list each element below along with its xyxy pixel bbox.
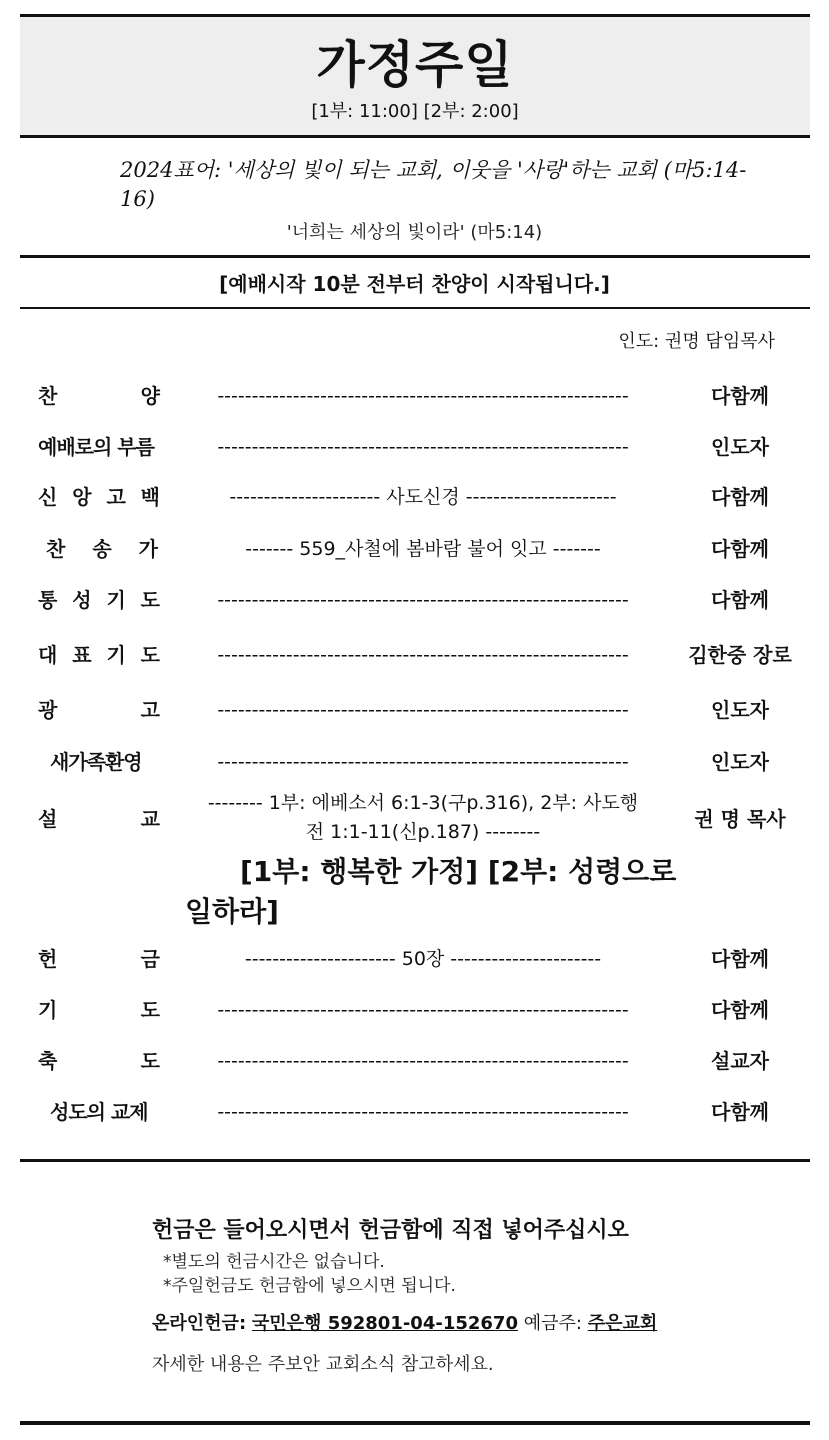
sermon-title: [1부: 행복한 가정] [2부: 성령으로 일하라] [185,855,677,928]
order-detail: ------- 559_사철에 봄바람 불어 잇고 ------- [245,538,601,560]
label-char: 도 [140,643,160,667]
order-label [38,995,160,1025]
label-char: 표 [72,643,92,667]
bottom-rule [20,1421,810,1425]
order-detail: ------------------------------------------------------------ [217,751,629,773]
order-row [0,432,829,462]
order-detail: ------------------------------------------------------------ [217,385,629,407]
order-leader: 다함께 [711,537,769,561]
order-label [38,482,160,512]
label-char: 도 [140,1049,160,1073]
detail-notice: 자세한 내용은 주보안 교회소식 참고하세요. [152,1354,494,1375]
label-char: 통 [38,588,58,612]
label-char: 헌 [38,947,58,971]
order-detail: ------------------------------------------------------------ [217,644,629,666]
order-row [0,747,829,777]
order-row [0,381,829,411]
order-leader: 인도자 [711,750,769,774]
label-char: 송 [92,537,112,561]
order-row [0,640,829,670]
label-char: 앙 [72,485,92,509]
order-leader: 설교자 [711,1049,769,1073]
label-char: 기 [106,643,126,667]
label-char: 광 [38,698,58,722]
label-char: 찬 [46,537,66,561]
order-row [0,695,829,725]
order-label [38,1046,160,1076]
order-leader: 김한중 장로 [688,643,792,667]
motto-rule [20,255,810,258]
header-rule [20,135,810,138]
label-char: 고 [106,485,126,509]
order-row [0,995,829,1025]
label-char: 기 [106,588,126,612]
order-leader: 다함께 [711,1100,769,1124]
order-label: 성도의 교제 [50,1100,148,1124]
order-label: 새가족환영 [50,750,142,774]
order-label [38,640,160,670]
year-motto: 2024표어: '세상의 빛이 되는 교회, 이웃을 '사랑'하는 교회 (마5:14-16) [120,158,747,211]
order-end-rule [20,1159,810,1162]
order-detail: ------------------------------------------------------------ [217,589,629,611]
label-char: 백 [140,485,160,509]
offering-notice: 헌금은 들어오시면서 헌금함에 직접 넣어주십시오 [152,1218,629,1243]
account-holder: 주은교회 [587,1313,658,1334]
order-label [38,695,160,725]
label-char: 대 [38,643,58,667]
header [20,17,810,136]
label-char: 가 [138,537,158,561]
order-row [0,944,829,974]
motto-verse: '너희는 세상의 빛이라' (마5:14) [286,222,543,243]
order-label [38,804,160,834]
worship-notice: [예배시작 10분 전부터 찬양이 시작됩니다.] [219,272,610,296]
worship-leader: 인도: 권명 담임목사 [618,331,775,352]
label-char: 신 [38,485,58,509]
order-detail: ---------------------- 50장 ---------------------- [244,948,602,970]
label-char: 양 [140,384,160,408]
order-label: 예배로의 부름 [38,435,154,459]
order-label [38,585,160,615]
sermon-preacher: 권 명 목사 [694,807,786,831]
order-row [0,534,829,564]
sermon-scripture: -------- 1부: 에베소서 6:1-3(구p.316), 2부: 사도행전 1:1-11(신p.187) -------- [207,792,639,843]
label-char: 교 [140,807,160,831]
label-char: 축 [38,1049,58,1073]
label-char: 도 [140,588,160,612]
label-char: 설 [38,807,58,831]
order-detail: ---------------------- 사도신경 ---------------------- [229,486,617,508]
order-detail: ------------------------------------------------------------ [217,699,629,721]
order-label [38,381,160,411]
online-offering [152,1309,657,1335]
label-char: 금 [140,947,160,971]
bank-account: 국민은행 592801-04-152670 [251,1313,518,1334]
order-leader: 다함께 [711,485,769,509]
order-detail: ------------------------------------------------------------ [217,999,629,1021]
order-row [0,1097,829,1127]
page-title: 가정주일 [316,36,514,94]
order-leader: 다함께 [711,947,769,971]
label-char: 찬 [38,384,58,408]
order-detail: ------------------------------------------------------------ [217,436,629,458]
label-char: 고 [140,698,160,722]
order-leader: 다함께 [711,384,769,408]
holder-label: 예금주: [523,1313,582,1334]
order-leader: 다함께 [711,588,769,612]
order-label [38,944,160,974]
offering-note-2: *주일헌금도 헌금함에 넣으시면 됩니다. [163,1276,456,1296]
label-char: 기 [38,998,58,1022]
order-detail: ------------------------------------------------------------ [217,1050,629,1072]
order-leader: 다함께 [711,998,769,1022]
order-leader: 인도자 [711,435,769,459]
notice-rule [20,307,810,309]
order-row [0,482,829,512]
label-char: 성 [72,588,92,612]
order-leader: 인도자 [711,698,769,722]
order-label [46,534,158,564]
order-detail: ------------------------------------------------------------ [217,1101,629,1123]
order-row [0,585,829,615]
label-char: 도 [140,998,160,1022]
offering-note-1: *별도의 헌금시간은 없습니다. [163,1252,385,1272]
service-times: [1부: 11:00] [2부: 2:00] [311,101,519,122]
order-row [0,1046,829,1076]
online-offering-label: 온라인헌금: [152,1313,247,1334]
